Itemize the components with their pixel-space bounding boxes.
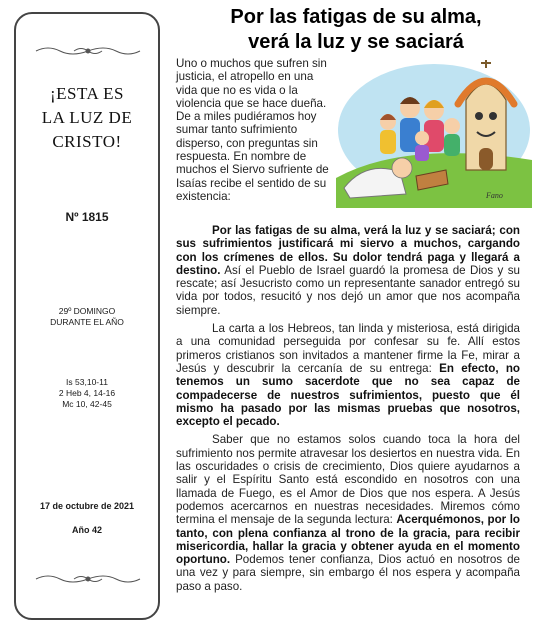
issue-number: Nº 1815 — [65, 210, 109, 224]
paragraph-text: Así el Pueblo de Israel guardó la promesa de Dios y su rescate; así Jesucristo como un representante sanador entregó su vida por todos, resucitó y nos dejó un amor que nos acompaña siempre. — [176, 263, 520, 317]
paragraph-text: Saber que no estamos solos cuando toca la hora del sufrimiento nos permite atravesar los desiertos en nuestra vida. En las oscuridades o crisis de crecimiento, Dios quiere ayudarnos a salir y el Espíritu Santo está escondido en nosotros con una llamada de Fuego, es el Amor de Dios que nos espera. A Jesús podemos acercarnos en nuestras necesidades. Miremos cómo termina el mensaje de la segunda lectura: — [176, 433, 520, 527]
sidebar-title-line: CRISTO! — [52, 132, 122, 151]
reading-item: Is 53,10-11 — [66, 377, 108, 387]
reading-item: 2 Heb 4, 14-16 — [58, 388, 116, 398]
sidebar-title-line: LA LUZ DE — [41, 108, 133, 127]
sidebar-panel — [14, 12, 160, 620]
paragraph-text: La carta a los Hebreos, tan linda y misteriosa, está dirigida a una comunidad perseguida por confesar su fe. Allí estos primeros cristianos son invitados a mantener firme la Fe, mirar a Jesús y descubrir la cercanía de su entrega: — [176, 322, 520, 375]
ornament-divider-icon — [34, 572, 142, 586]
liturgical-sunday — [16, 306, 158, 328]
bold-quote: Acerquémonos, por lo tanto, con plena confianza al trono de la gracia, para recibir misericordia, hallar la gracia y obtener ayuda en el momento oportuno. — [176, 513, 520, 567]
page-title — [176, 5, 536, 55]
illustration-signature: Fano — [486, 191, 503, 200]
paragraph-text: Podemos tener confianza, Dios actuó en nosotros de una vez y para siempre, sin embargo él nos espera y acompaña paso a paso. — [176, 553, 520, 593]
intro-paragraph: Uno o muchos que sufren sin justicia, el atropello en una vida que no es vida o la violencia que se hace dueña. De a miles pudiéramos hoy sumar tanto sufrimiento disperso, con preguntas sin respuesta. En nombre de muchos el Siervo sufriente de Isaías recibe el sentido de su existencia: — [176, 57, 329, 203]
reading-item: Mc 10, 42-45 — [62, 399, 112, 409]
ornament-divider-icon — [34, 44, 142, 58]
issue-date: 17 de octubre de 2021 — [39, 501, 135, 511]
title-line: verá la luz y se saciará — [248, 31, 464, 53]
title-line: Por las fatigas de su alma, — [230, 6, 482, 28]
issue-year: Año 42 — [71, 525, 102, 535]
bold-quote: En efecto, no tenemos un sumo sacerdote que no sea capaz de compadecerse de nuestros sufrimientos, puesto que él mismo ha pasado por las mismas pruebas que nosotros, excepto el pecado. — [176, 361, 520, 429]
church-family-illustration — [336, 60, 532, 208]
article-body — [176, 224, 520, 598]
paragraph — [176, 433, 520, 593]
bold-quote: Por las fatigas de su alma, verá la luz y se saciará; con sus sufrimientos justificará mi siervo a muchos, cargando con los crímenes de ellos. Su dolor tendrá paga y llegará a destino. — [176, 224, 520, 277]
sunday-line: DURANTE EL AÑO — [50, 317, 124, 327]
paragraph — [176, 224, 520, 317]
sunday-line: 29º DOMINGO — [58, 306, 116, 316]
sidebar-title-line: ¡ESTA ES — [50, 84, 124, 103]
sidebar-title — [22, 82, 152, 154]
paragraph — [176, 322, 520, 428]
readings-list — [16, 377, 158, 410]
